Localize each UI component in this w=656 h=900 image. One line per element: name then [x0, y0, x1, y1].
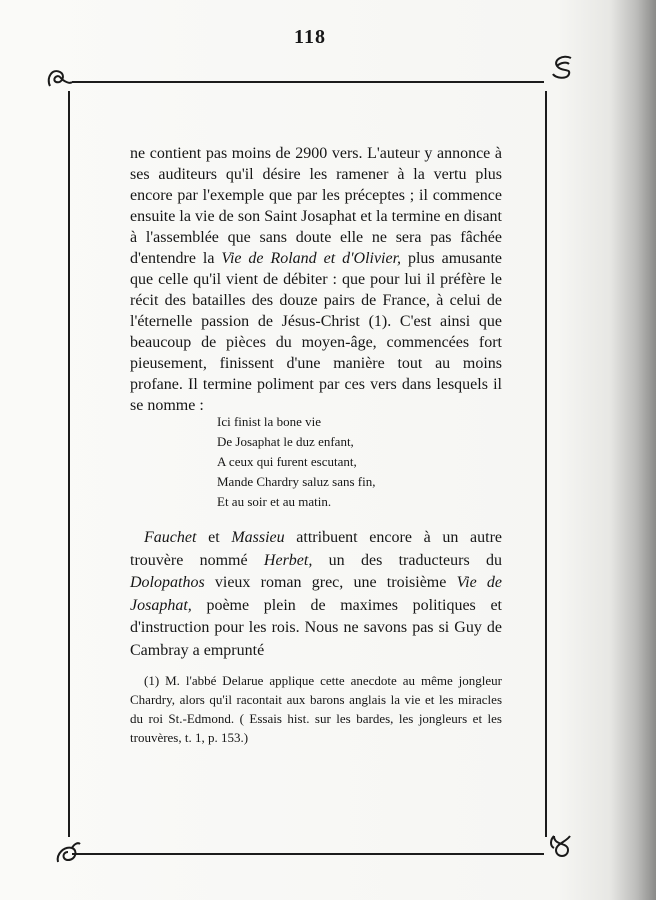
frame-bottom-rule: [72, 853, 544, 855]
paragraph-1-text-a: ne contient pas moins de 2900 vers. L'auteur y annonce à ses auditeurs qu'il désire les ramener à la vertu plus encore par l'exemple que par les préceptes ; il commence ensuite la vie de son Saint Josaphat et la termine en disant à l'assemblée que sans doute elle ne sera pas fâchée d'entendre la: [130, 145, 502, 267]
paragraph-2-text-d: vieux roman grec, une troisième: [204, 574, 457, 591]
paragraph-2-text-e: poème plein de maximes politiques et d'instruction pour les rois. Nous ne savons pas si Guy de Cambray a emprunté: [130, 596, 502, 659]
paragraph-2-text-b: attribuent encore à un autre trouvère nommé: [130, 529, 503, 569]
paragraph-2-italic-herbet: Herbet,: [263, 551, 313, 569]
paragraph-2-italic-vie-josaphat: Vie de Josaphat,: [130, 574, 503, 614]
verse-line: De Josaphat le duz enfant,: [217, 434, 354, 449]
verse-line: A ceux qui furent escutant,: [217, 454, 357, 469]
verse-block: [217, 412, 376, 512]
page-number: 118: [294, 26, 326, 48]
verse-line: Ici finist la bone vie: [217, 414, 321, 429]
frame-top-rule: [72, 81, 544, 83]
top-right-flourish-icon: [547, 52, 577, 82]
paragraph-1: [130, 143, 502, 416]
paragraph-2: [130, 527, 502, 662]
paragraph-2-italic-massieu: Massieu: [231, 529, 285, 546]
top-left-flourish-icon: [44, 64, 74, 94]
paragraph-2-italic-dolopathos: Dolopathos: [130, 574, 205, 591]
paragraph-1-italic-title: Vie de Roland et d'Olivier,: [221, 250, 402, 267]
frame-left-rule: [68, 91, 70, 837]
paragraph-2-text-a: et: [196, 529, 232, 546]
main-text-block: [130, 143, 502, 416]
verse-line: Mande Chardry saluz sans fin,: [217, 474, 376, 489]
footnote: (1) M. l'abbé Delarue applique cette anecdote au même jongleur Chardry, alors qu'il racontait aux barons anglais la vie et les miracles du roi St.-Edmond. ( Essais hist. sur les bardes, les jongleurs et les trouvères, t. 1, p. 153.): [130, 673, 502, 745]
paragraph-1-text-b: plus amusante que celle qu'il vient de débiter : que pour lui il préfère le récit des batailles des douze pairs de France, à celui de l'éternelle passion de Jésus-Christ (1). C'est ainsi que beaucoup de pièces du moyen-âge, commencées fort pieusement, finissent d'une manière tout au moins profane. Il termine poliment par ces vers dans lesquels il se nomme :: [130, 250, 503, 414]
bottom-left-flourish-icon: [52, 838, 82, 868]
paragraph-2-italic-fauchet: Fauchet: [144, 529, 197, 546]
paragraph-2-text-c: un des traducteurs du: [312, 551, 503, 569]
frame-right-rule: [545, 91, 547, 837]
verse-line: Et au soir et au matin.: [217, 494, 332, 509]
bottom-right-flourish-icon: [546, 830, 576, 860]
